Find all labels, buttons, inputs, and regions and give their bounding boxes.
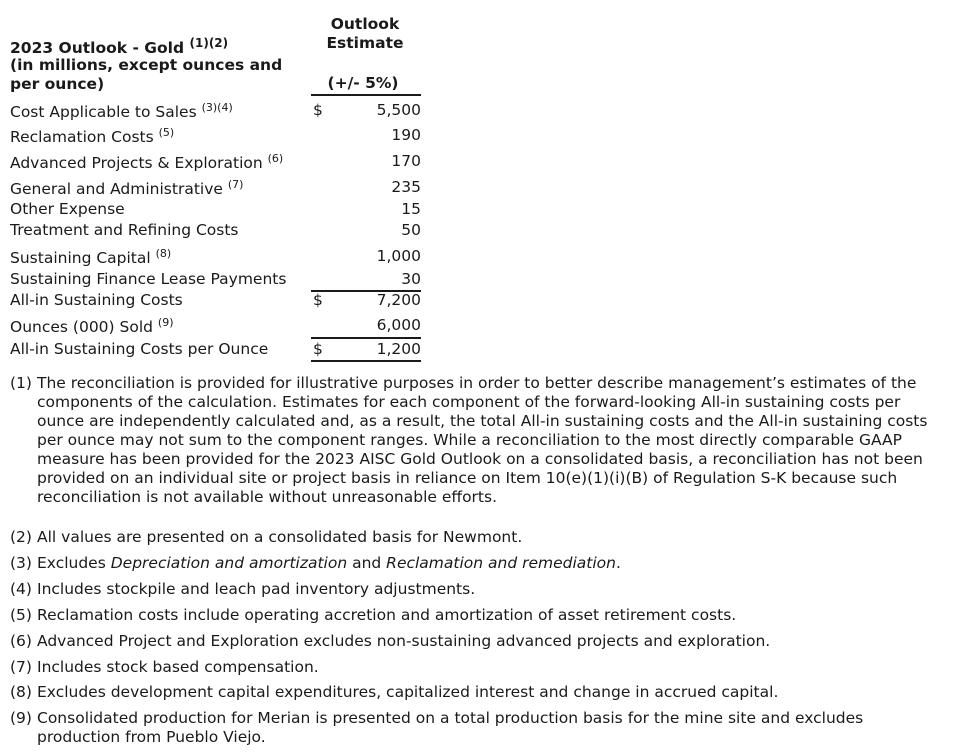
footnote-item <box>10 606 945 625</box>
row-label-text: Reclamation Costs <box>10 128 154 146</box>
row-label <box>10 340 268 358</box>
row-label <box>10 101 233 121</box>
table-row <box>10 316 421 338</box>
footnote-item <box>10 554 945 573</box>
footnote-item <box>10 528 945 547</box>
row-label <box>10 291 183 309</box>
table-row <box>10 200 421 222</box>
row-label-text: General and Administrative <box>10 180 223 198</box>
footnote-item <box>10 658 945 677</box>
table-subtitle-line1: (in millions, except ounces and <box>10 56 283 74</box>
row-label-text: Cost Applicable to Sales <box>10 103 197 121</box>
row-value: 1,200 <box>376 340 421 358</box>
footnote-text-part: Excludes <box>37 554 111 572</box>
row-label <box>10 270 286 288</box>
title-footnote-refs: (1)(2) <box>189 36 229 50</box>
footnote-text: Includes stock based compensation. <box>37 658 319 676</box>
footnote-item <box>10 374 945 507</box>
row-value: 5,500 <box>376 101 421 119</box>
table-row <box>10 178 421 200</box>
table-row <box>10 126 421 148</box>
table-row <box>10 291 421 313</box>
table-row <box>10 101 421 123</box>
row-label-text: All-in Sustaining Costs <box>10 291 183 309</box>
row-label <box>10 178 243 198</box>
footnote-marker: (1) <box>10 374 32 392</box>
row-label <box>10 316 174 336</box>
table-title-text: 2023 Outlook - Gold <box>10 39 185 57</box>
footnote-text <box>10 554 945 573</box>
footnote-text: Reclamation costs include operating accretion and amortization of asset retirement costs. <box>37 606 737 624</box>
table-row <box>10 340 421 362</box>
currency-symbol: $ <box>313 291 323 309</box>
row-value: 7,200 <box>376 291 421 309</box>
table-row <box>10 152 421 174</box>
row-footnote-refs: (6) <box>267 152 284 165</box>
row-label <box>10 152 283 172</box>
footnote-item <box>10 709 945 747</box>
row-footnote-refs: (7) <box>227 178 244 191</box>
header-underline <box>311 94 421 96</box>
footnote-text: Consolidated production for Merian is presented on a total production basis for the mine site and excludes production from Pueblo Viejo. <box>37 709 864 746</box>
table-row <box>10 221 421 243</box>
row-label <box>10 247 171 267</box>
footnote-text-part: and <box>347 554 387 572</box>
column-header-range: (+/- 5%) <box>327 74 399 92</box>
column-header-line1: Outlook <box>330 15 400 33</box>
row-label-text: Sustaining Capital <box>10 249 151 267</box>
row-value: 15 <box>401 200 421 218</box>
row-label <box>10 200 125 218</box>
footnote-text-part: . <box>616 554 621 572</box>
table-title <box>10 34 228 58</box>
ounces-underline <box>311 337 421 339</box>
row-value: 190 <box>391 126 421 144</box>
subtotal-underline <box>311 290 421 292</box>
footnote-item <box>10 683 945 702</box>
row-footnote-refs: (5) <box>158 126 175 139</box>
footnote-italic-term: Depreciation and amortization <box>110 554 348 572</box>
footnote-text: Advanced Project and Exploration excludes non-sustaining advanced projects and exploration. <box>37 632 771 650</box>
row-value: 170 <box>391 152 421 170</box>
row-label-text: Sustaining Finance Lease Payments <box>10 270 287 288</box>
currency-symbol: $ <box>313 340 323 358</box>
footnote-marker: (9) <box>10 709 32 727</box>
row-value: 6,000 <box>376 316 421 334</box>
table-subtitle-line2: per ounce) <box>10 75 105 93</box>
footnote-item <box>10 632 945 651</box>
row-value: 235 <box>391 178 421 196</box>
row-value: 1,000 <box>376 247 421 265</box>
row-footnote-refs: (8) <box>155 247 172 260</box>
row-footnote-refs: (3)(4) <box>201 101 233 114</box>
footnote-marker: (2) <box>10 528 32 546</box>
row-label-text: Advanced Projects & Exploration <box>10 154 263 172</box>
row-label <box>10 126 174 146</box>
footnote-marker: (6) <box>10 632 32 650</box>
row-value: 30 <box>401 270 421 288</box>
footnote-text: All values are presented on a consolidated basis for Newmont. <box>37 528 523 546</box>
footnote-marker: (5) <box>10 606 32 624</box>
row-label-text: Treatment and Refining Costs <box>10 221 239 239</box>
total-underline <box>311 360 421 362</box>
footnote-text: The reconciliation is provided for illustrative purposes in order to better describe management’s estimates of the components of the calculation. Estimates for each component of the forward-looking All-in sustaining costs per ounce are independently calculated and, as a result, the total All-in sustaining costs and the All-in sustaining costs per ounce may not sum to the component ranges. While a reconciliation to the most directly comparable GAAP measure has been provided for the 2023 AISC Gold Outlook on a consolidated basis, a reconciliation has not been provided on an individual site or project basis in reliance on Item 10(e)(1)(i)(B) of Regulation S-K because such reconciliation is not available without unreasonable efforts. <box>37 374 928 506</box>
table-row <box>10 270 421 292</box>
footnote-marker: (8) <box>10 683 32 701</box>
footnote-item <box>10 580 945 599</box>
table-row <box>10 247 421 269</box>
column-header-line2: Estimate <box>326 34 404 52</box>
footnote-marker: (3) <box>10 554 32 572</box>
footnote-text: Includes stockpile and leach pad inventory adjustments. <box>37 580 476 598</box>
footnote-marker: (4) <box>10 580 32 598</box>
footnote-marker: (7) <box>10 658 32 676</box>
currency-symbol: $ <box>313 101 323 119</box>
row-value: 50 <box>401 221 421 239</box>
footnote-text: Excludes development capital expenditures, capitalized interest and change in accrued capital. <box>37 683 779 701</box>
row-label-text: Other Expense <box>10 200 125 218</box>
row-label <box>10 221 239 239</box>
row-label-text: Ounces (000) Sold <box>10 318 153 336</box>
footnote-italic-term: Reclamation and remediation <box>386 554 616 572</box>
row-label-text: All-in Sustaining Costs per Ounce <box>10 340 269 358</box>
row-footnote-refs: (9) <box>157 316 174 329</box>
